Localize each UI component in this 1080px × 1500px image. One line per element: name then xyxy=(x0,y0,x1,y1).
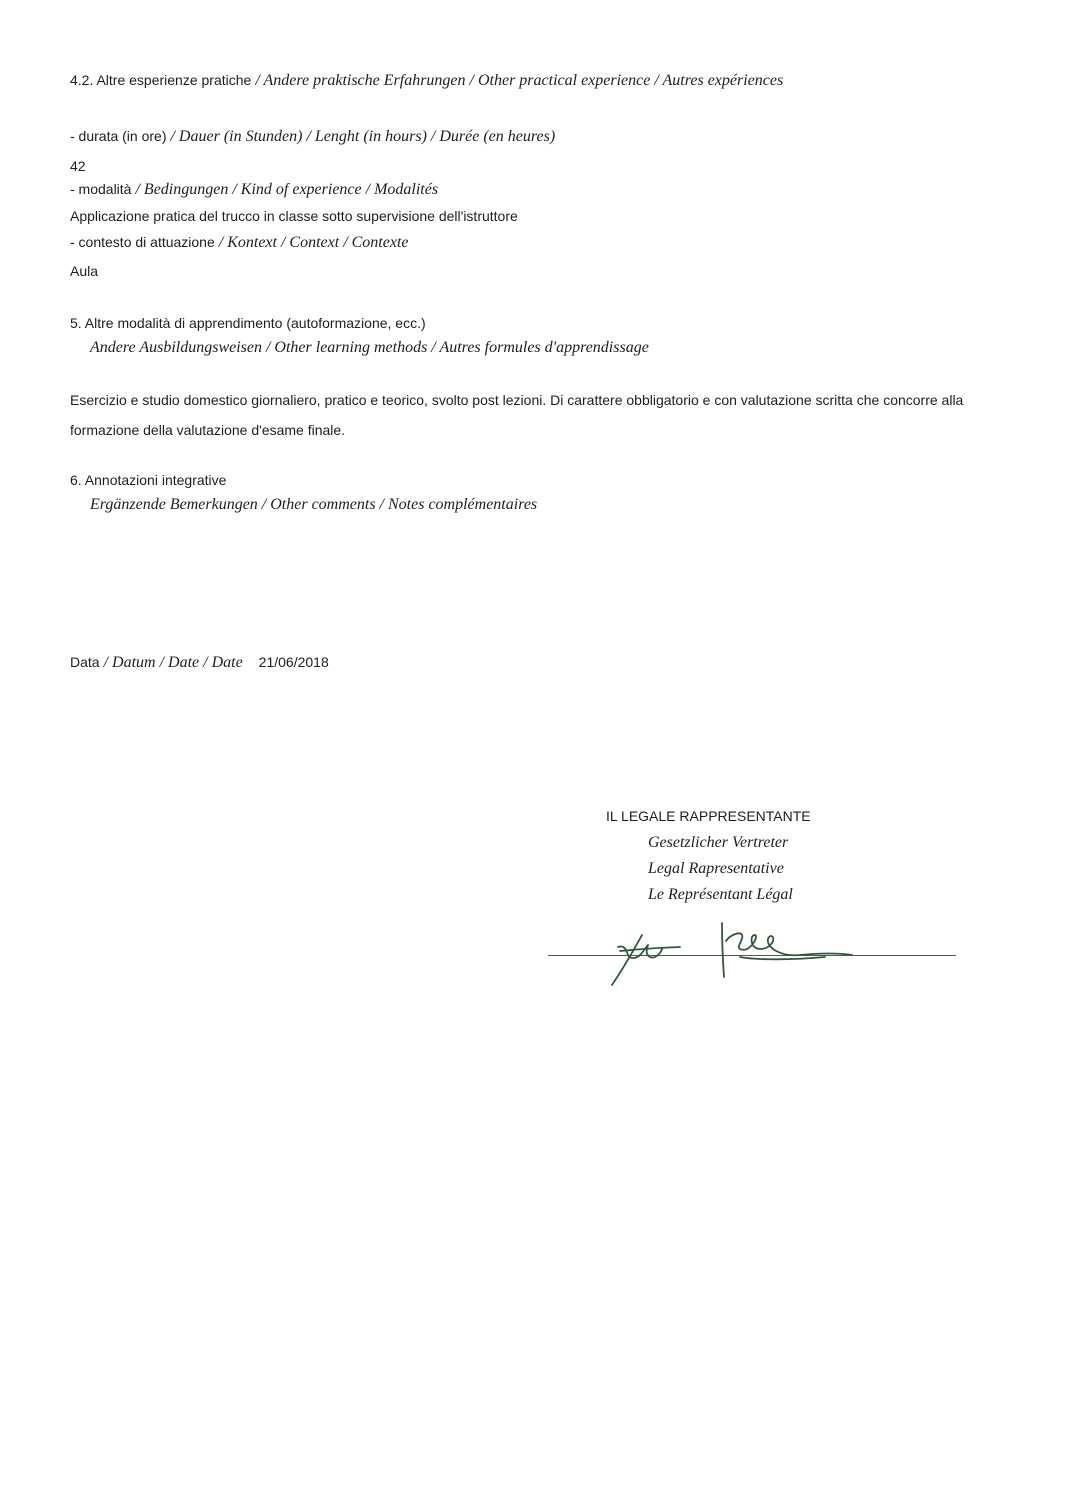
mode-label-it: - modalità xyxy=(70,181,132,197)
section-5-body: Esercizio e studio domestico giornaliero, pratico e teorico, svolto post lezioni. Di carattere obbligatorio e con valutazione scritta che concorre alla formazione della valutazione d'esame finale. xyxy=(70,392,964,438)
duration-label-it: - durata (in ore) xyxy=(70,128,167,144)
duration-label xyxy=(70,128,555,146)
section-5-heading: 5. Altre modalità di apprendimento (autoformazione, ecc.) xyxy=(70,315,426,331)
signature-line-fr: Le Représentant Légal xyxy=(648,886,793,903)
section-4-2-heading-it: 4.2. Altre esperienze pratiche xyxy=(70,72,252,88)
handwritten-signature xyxy=(590,915,890,995)
signature-line-en: Legal Rapresentative xyxy=(648,860,784,877)
date-label: Data xyxy=(70,654,100,670)
section-5-heading-tr: Andere Ausbildungsweisen / Other learning methods / Autres formules d'apprendissage xyxy=(90,339,649,356)
date-value: 21/06/2018 xyxy=(258,654,329,670)
section-4-2-heading-tr: / Andere praktische Erfahrungen / Other practical experience / Autres expériences xyxy=(255,72,784,89)
context-value: Aula xyxy=(70,263,99,279)
section-6-heading: 6. Annotazioni integrative xyxy=(70,472,227,488)
context-label-tr: / Kontext / Context / Contexte xyxy=(218,234,409,251)
duration-value: 42 xyxy=(70,158,86,174)
date-row xyxy=(70,654,329,672)
section-4-2-heading xyxy=(70,72,783,90)
mode-label-tr: / Bedingungen / Kind of experience / Modalités xyxy=(135,181,439,198)
context-label xyxy=(70,234,409,252)
section-6-heading-tr: Ergänzende Bemerkungen / Other comments / Notes complémentaires xyxy=(90,496,538,513)
mode-label xyxy=(70,181,438,199)
signature-title: IL LEGALE RAPPRESENTANTE xyxy=(606,808,811,824)
context-label-it: - contesto di attuazione xyxy=(70,234,215,250)
signature-line-de: Gesetzlicher Vertreter xyxy=(648,834,789,851)
mode-value: Applicazione pratica del trucco in classe sotto supervisione dell'istruttore xyxy=(70,208,518,224)
date-label-tr: / Datum / Date / Date xyxy=(103,654,243,671)
duration-label-tr: / Dauer (in Stunden) / Lenght (in hours) / Durée (en heures) xyxy=(170,128,556,145)
